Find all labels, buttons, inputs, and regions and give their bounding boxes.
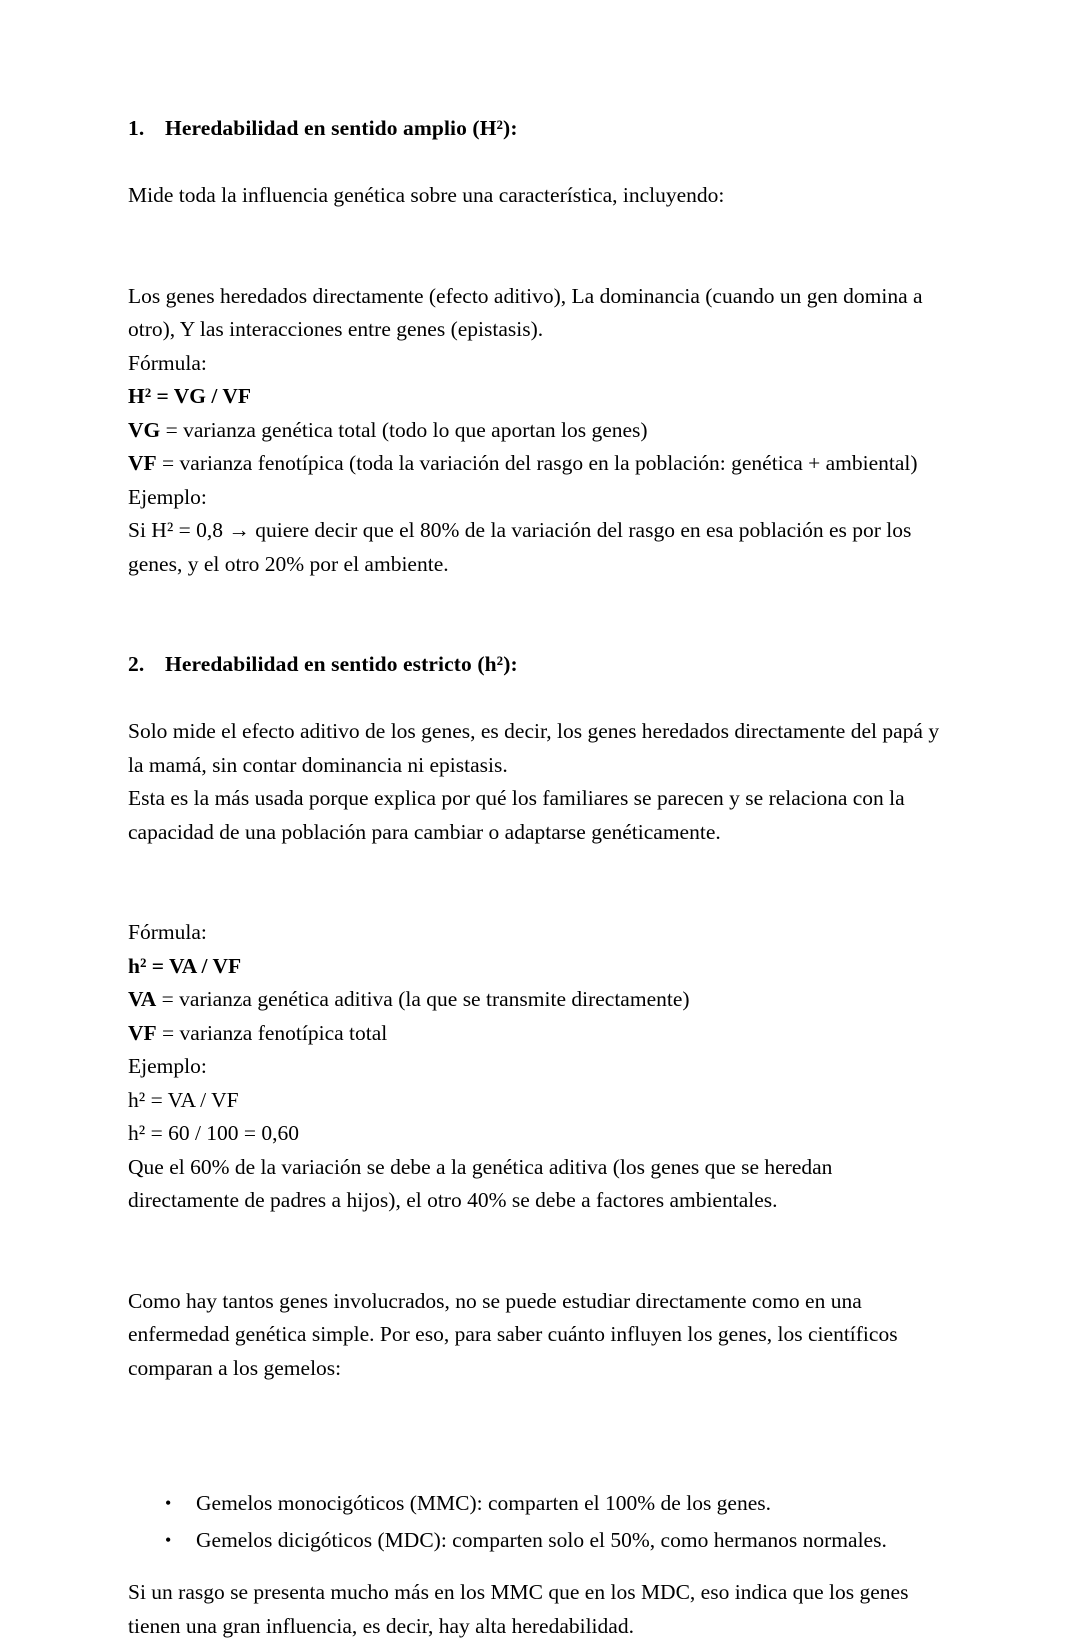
section-2-definition-va [128, 983, 940, 1017]
term-vf-2: VF [128, 1020, 157, 1045]
spacer [128, 1559, 940, 1576]
term-va-definition: = varianza genética aditiva (la que se transmite directamente) [156, 987, 690, 1011]
section-2-example-line-1: h² = VA / VF [128, 1087, 239, 1112]
section-1-formula-text: H² = VG / VF [128, 384, 252, 408]
section-2-example-line-2: h² = 60 / 100 = 0,60 [128, 1121, 300, 1145]
list-item [128, 1485, 940, 1522]
twins-intro-paragraph: Como hay tantos genes involucrados, no se puede estudiar directamente como en una enfermedad genética simple. Por eso, para saber cuánto influyen los genes, los científicos comparan a los gemelos: [128, 1288, 898, 1380]
spacer [128, 581, 940, 648]
term-vf-2-definition: = varianza fenotípica total [156, 1020, 388, 1045]
term-va: VA [128, 987, 157, 1011]
section-1-definition-vg [128, 414, 940, 448]
section-1-heading-text: Heredabilidad en sentido amplio (H²): [165, 116, 518, 140]
spacer [128, 146, 940, 180]
spacer [128, 849, 940, 916]
bullet-icon: • [165, 1530, 172, 1550]
list-item-label: Gemelos dicigóticos (MDC): comparten solo el 50%, como hermanos normales. [196, 1528, 887, 1552]
section-2-number: 2. [128, 652, 145, 676]
section-2-body-1: Solo mide el efecto aditivo de los genes, es decir, los genes heredados directamente del papá y la mamá, sin contar dominancia ni epistasis. [128, 719, 940, 777]
conclusion-paragraph: Si un rasgo se presenta mucho más en los MMC que en los MDC, eso indica que los genes tienen una gran influencia, es decir, hay alta heredabilidad. [128, 1580, 909, 1638]
section-2-heading-text: Heredabilidad en sentido estricto (h²): [165, 652, 518, 676]
section-2-definition-vf [128, 1017, 940, 1051]
term-vf: VF [128, 451, 157, 475]
section-1-formula-label: Fórmula: [128, 350, 207, 375]
twin-types-list [128, 1485, 940, 1559]
section-1-heading [128, 112, 940, 146]
section-1-example-text: Si H² = 0,8 → quiere decir que el 80% de la variación del rasgo en esa población es por los genes, y el otro 20% por el ambiente. [128, 518, 912, 576]
section-1-number: 1. [128, 116, 145, 140]
section-1-formula [128, 380, 940, 414]
section-2-example-label: Ejemplo: [128, 1054, 207, 1078]
section-1-definition-vf [128, 447, 940, 481]
spacer [128, 1385, 940, 1485]
section-2-body-2: Esta es la más usada porque explica por qué los familiares se parecen y se relaciona con la capacidad de una población para cambiar o adaptarse genéticamente. [128, 786, 905, 844]
term-vg-definition: = varianza genética total (todo lo que aportan los genes) [160, 417, 648, 442]
term-vf-definition: = varianza fenotípica (toda la variación del rasgo en la población: genética + ambiental) [156, 451, 918, 475]
spacer [128, 1218, 940, 1285]
spacer [128, 682, 940, 716]
list-item-label: Gemelos monocigóticos (MMC): comparten el 100% de los genes. [196, 1491, 772, 1515]
section-2-heading [128, 648, 940, 682]
section-1-intro: Mide toda la influencia genética sobre una característica, incluyendo: [128, 183, 725, 207]
bullet-icon: • [165, 1493, 172, 1513]
term-vg: VG [128, 417, 161, 442]
section-2-formula-text: h² = VA / VF [128, 953, 242, 978]
list-item [128, 1522, 940, 1559]
document-body [128, 112, 940, 1643]
section-1-body: Los genes heredados directamente (efecto aditivo), La dominancia (cuando un gen domina a otro), Y las interacciones entre genes (epistasis). [128, 283, 923, 341]
section-2-formula [128, 950, 940, 984]
section-1-example-label: Ejemplo: [128, 484, 207, 509]
section-2-formula-label: Fórmula: [128, 920, 207, 944]
section-2-example-text: Que el 60% de la variación se debe a la genética aditiva (los genes que se heredan directamente de padres a hijos), el otro 40% se debe a factores ambientales. [128, 1154, 833, 1212]
spacer [128, 213, 940, 280]
